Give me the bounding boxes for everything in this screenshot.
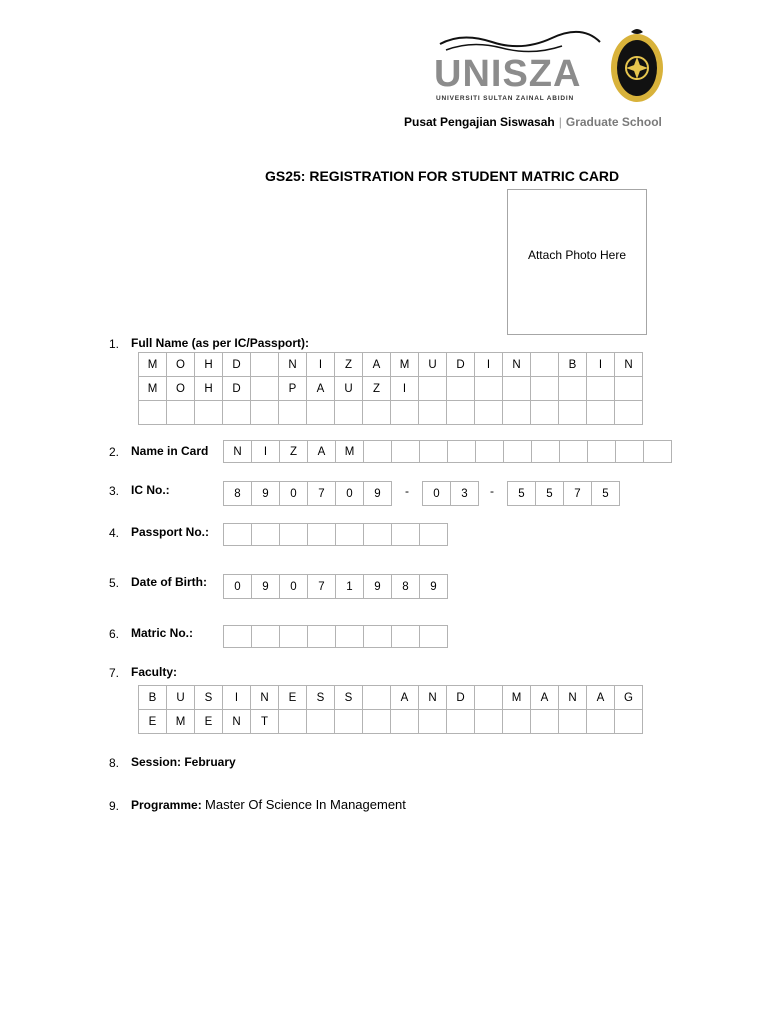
- character-box[interactable]: 0: [280, 575, 308, 599]
- character-box[interactable]: [308, 626, 336, 648]
- character-box[interactable]: N: [224, 441, 252, 463]
- character-box[interactable]: 7: [564, 482, 592, 506]
- date-of-birth-label: Date of Birth:: [131, 575, 207, 589]
- logo-subtitle: UNIVERSITI SULTAN ZAINAL ABIDIN: [436, 95, 574, 102]
- character-box[interactable]: [364, 626, 392, 648]
- character-box[interactable]: D: [223, 353, 251, 377]
- character-box[interactable]: S: [335, 686, 363, 710]
- character-box[interactable]: [363, 710, 391, 734]
- programme-value: Master Of Science In Management: [205, 797, 406, 812]
- programme-row: [131, 797, 406, 812]
- full-name-grid: [138, 352, 643, 425]
- character-box[interactable]: M: [503, 686, 531, 710]
- character-box[interactable]: [391, 401, 419, 425]
- character-box[interactable]: N: [223, 710, 251, 734]
- character-box[interactable]: [447, 401, 475, 425]
- photo-box: [507, 189, 647, 335]
- character-box[interactable]: [588, 441, 616, 463]
- grid-row: [508, 482, 620, 506]
- character-box[interactable]: 7: [308, 575, 336, 599]
- character-box[interactable]: I: [223, 686, 251, 710]
- character-box[interactable]: [363, 686, 391, 710]
- character-box[interactable]: U: [419, 353, 447, 377]
- character-box[interactable]: [531, 401, 559, 425]
- programme-label: Programme:: [131, 798, 202, 812]
- character-box[interactable]: Z: [280, 441, 308, 463]
- logo-wordmark: UNISZA: [434, 53, 582, 95]
- character-box[interactable]: [280, 524, 308, 546]
- character-box[interactable]: [392, 524, 420, 546]
- character-box[interactable]: [559, 377, 587, 401]
- character-box[interactable]: N: [615, 353, 643, 377]
- character-box[interactable]: [531, 353, 559, 377]
- character-box[interactable]: G: [615, 686, 643, 710]
- character-box[interactable]: [475, 401, 503, 425]
- character-box[interactable]: P: [279, 377, 307, 401]
- character-box[interactable]: [615, 710, 643, 734]
- character-box[interactable]: [531, 710, 559, 734]
- character-box[interactable]: H: [195, 353, 223, 377]
- session-label: Session: February: [131, 755, 236, 769]
- character-box[interactable]: A: [587, 686, 615, 710]
- grid-row: [139, 401, 643, 425]
- department-separator: |: [558, 115, 562, 129]
- character-box[interactable]: [364, 524, 392, 546]
- character-box[interactable]: [139, 401, 167, 425]
- character-box[interactable]: [587, 710, 615, 734]
- matric-no-label: Matric No.:: [131, 626, 194, 640]
- character-box[interactable]: [279, 710, 307, 734]
- character-box[interactable]: 7: [308, 482, 336, 506]
- character-box[interactable]: [615, 377, 643, 401]
- character-box[interactable]: N: [419, 686, 447, 710]
- character-box[interactable]: [587, 377, 615, 401]
- character-box[interactable]: M: [336, 441, 364, 463]
- logo-graphic: [432, 24, 668, 108]
- character-box[interactable]: [280, 626, 308, 648]
- character-box[interactable]: N: [503, 353, 531, 377]
- character-box[interactable]: A: [531, 686, 559, 710]
- name-in-card-label: Name in Card: [131, 444, 209, 458]
- character-box[interactable]: N: [251, 686, 279, 710]
- character-box[interactable]: D: [223, 377, 251, 401]
- character-box[interactable]: [252, 626, 280, 648]
- grid-row: [139, 710, 643, 734]
- character-box[interactable]: N: [559, 686, 587, 710]
- character-box[interactable]: [419, 377, 447, 401]
- grid-row: [224, 626, 448, 648]
- name-in-card-grid: [223, 440, 672, 463]
- character-box[interactable]: I: [475, 353, 503, 377]
- character-box[interactable]: [167, 401, 195, 425]
- character-box[interactable]: [392, 441, 420, 463]
- faculty-label: Faculty:: [131, 665, 178, 679]
- character-box[interactable]: [224, 524, 252, 546]
- character-box[interactable]: A: [391, 686, 419, 710]
- university-crest-icon: [611, 29, 663, 102]
- character-box[interactable]: M: [167, 710, 195, 734]
- character-box[interactable]: D: [447, 353, 475, 377]
- character-box[interactable]: [447, 377, 475, 401]
- graduate-school-label: Graduate School: [565, 115, 662, 129]
- character-box[interactable]: 9: [364, 482, 392, 506]
- character-box[interactable]: [252, 524, 280, 546]
- character-box[interactable]: [420, 626, 448, 648]
- character-box[interactable]: 9: [420, 575, 448, 599]
- matric-no-grid: [223, 625, 448, 648]
- character-box[interactable]: I: [252, 441, 280, 463]
- character-box[interactable]: E: [139, 710, 167, 734]
- character-box[interactable]: 0: [224, 575, 252, 599]
- character-box[interactable]: [279, 401, 307, 425]
- passport-no-label: Passport No.:: [131, 525, 210, 539]
- field-number-passport: 4.: [109, 526, 120, 540]
- character-box[interactable]: 1: [336, 575, 364, 599]
- grid-row: [423, 482, 479, 506]
- character-box[interactable]: [419, 401, 447, 425]
- character-box[interactable]: [307, 710, 335, 734]
- field-number-full-name: 1.: [109, 337, 120, 351]
- character-box[interactable]: [587, 401, 615, 425]
- character-box[interactable]: M: [391, 353, 419, 377]
- grid-row: [224, 524, 448, 546]
- character-box[interactable]: [363, 401, 391, 425]
- character-box[interactable]: [475, 377, 503, 401]
- character-box[interactable]: [644, 441, 672, 463]
- ic-dash-2: -: [490, 484, 494, 498]
- character-box[interactable]: [335, 710, 363, 734]
- ic-no-grid-part2: [422, 481, 479, 506]
- character-box[interactable]: [559, 401, 587, 425]
- character-box[interactable]: [251, 353, 279, 377]
- passport-no-grid: [223, 523, 448, 546]
- character-box[interactable]: S: [307, 686, 335, 710]
- character-box[interactable]: 9: [252, 575, 280, 599]
- ic-no-grid-part3: [507, 481, 620, 506]
- character-box[interactable]: A: [307, 377, 335, 401]
- department-name: Pusat Pengajian Siswasah: [404, 115, 555, 129]
- character-box[interactable]: 5: [536, 482, 564, 506]
- character-box[interactable]: [420, 441, 448, 463]
- character-box[interactable]: [251, 377, 279, 401]
- character-box[interactable]: 5: [592, 482, 620, 506]
- character-box[interactable]: U: [167, 686, 195, 710]
- grid-row: [224, 575, 448, 599]
- character-box[interactable]: [391, 710, 419, 734]
- ic-no-grid-part1: [223, 481, 392, 506]
- character-box[interactable]: [475, 710, 503, 734]
- character-box[interactable]: [504, 441, 532, 463]
- character-box[interactable]: [195, 401, 223, 425]
- character-box[interactable]: A: [308, 441, 336, 463]
- character-box[interactable]: N: [279, 353, 307, 377]
- character-box[interactable]: [503, 377, 531, 401]
- character-box[interactable]: [447, 710, 475, 734]
- character-box[interactable]: [560, 441, 588, 463]
- ic-dash-1: -: [405, 484, 409, 498]
- character-box[interactable]: M: [139, 377, 167, 401]
- character-box[interactable]: A: [363, 353, 391, 377]
- grid-row: [224, 482, 392, 506]
- character-box[interactable]: U: [335, 377, 363, 401]
- character-box[interactable]: D: [447, 686, 475, 710]
- character-box[interactable]: 3: [451, 482, 479, 506]
- field-number-name-in-card: 2.: [109, 445, 120, 459]
- character-box[interactable]: [559, 710, 587, 734]
- character-box[interactable]: [476, 441, 504, 463]
- field-number-faculty: 7.: [109, 666, 120, 680]
- form-title: GS25: REGISTRATION FOR STUDENT MATRIC CARD: [265, 168, 620, 184]
- character-box[interactable]: 9: [252, 482, 280, 506]
- unisza-logo: [432, 24, 668, 108]
- full-name-label: Full Name (as per IC/Passport):: [131, 336, 310, 350]
- character-box[interactable]: S: [195, 686, 223, 710]
- character-box[interactable]: 8: [224, 482, 252, 506]
- character-box[interactable]: I: [587, 353, 615, 377]
- character-box[interactable]: I: [307, 353, 335, 377]
- character-box[interactable]: Z: [335, 353, 363, 377]
- character-box[interactable]: 0: [423, 482, 451, 506]
- character-box[interactable]: [420, 524, 448, 546]
- field-number-matric: 6.: [109, 627, 120, 641]
- character-box[interactable]: [307, 401, 335, 425]
- field-number-dob: 5.: [109, 576, 120, 590]
- department-line: [404, 115, 662, 129]
- character-box[interactable]: [615, 401, 643, 425]
- character-box[interactable]: O: [167, 353, 195, 377]
- character-box[interactable]: T: [251, 710, 279, 734]
- character-box[interactable]: 0: [336, 482, 364, 506]
- character-box[interactable]: Z: [363, 377, 391, 401]
- grid-row: [224, 441, 672, 463]
- character-box[interactable]: [448, 441, 476, 463]
- field-number-session: 8.: [109, 756, 120, 770]
- character-box[interactable]: [419, 710, 447, 734]
- character-box[interactable]: [223, 401, 251, 425]
- character-box[interactable]: [503, 710, 531, 734]
- photo-placeholder: Attach Photo Here: [527, 248, 627, 262]
- character-box[interactable]: [364, 441, 392, 463]
- character-box[interactable]: [503, 401, 531, 425]
- field-number-programme: 9.: [109, 799, 120, 813]
- character-box[interactable]: [616, 441, 644, 463]
- character-box[interactable]: 9: [364, 575, 392, 599]
- character-box[interactable]: [532, 441, 560, 463]
- ic-no-label: IC No.:: [131, 483, 170, 497]
- character-box[interactable]: [308, 524, 336, 546]
- character-box[interactable]: [335, 401, 363, 425]
- field-number-ic: 3.: [109, 484, 120, 498]
- date-of-birth-grid: [223, 574, 448, 599]
- character-box[interactable]: 0: [280, 482, 308, 506]
- character-box[interactable]: [336, 626, 364, 648]
- character-box[interactable]: E: [279, 686, 307, 710]
- character-box[interactable]: 8: [392, 575, 420, 599]
- character-box[interactable]: E: [195, 710, 223, 734]
- character-box[interactable]: H: [195, 377, 223, 401]
- character-box[interactable]: 5: [508, 482, 536, 506]
- grid-row: [139, 353, 643, 377]
- character-box[interactable]: [531, 377, 559, 401]
- character-box[interactable]: M: [139, 353, 167, 377]
- character-box[interactable]: [475, 686, 503, 710]
- character-box[interactable]: [251, 401, 279, 425]
- character-box[interactable]: [336, 524, 364, 546]
- character-box[interactable]: B: [139, 686, 167, 710]
- character-box[interactable]: [224, 626, 252, 648]
- character-box[interactable]: [392, 626, 420, 648]
- character-box[interactable]: B: [559, 353, 587, 377]
- grid-row: [139, 686, 643, 710]
- grid-row: [139, 377, 643, 401]
- character-box[interactable]: O: [167, 377, 195, 401]
- character-box[interactable]: I: [391, 377, 419, 401]
- faculty-grid: [138, 685, 643, 734]
